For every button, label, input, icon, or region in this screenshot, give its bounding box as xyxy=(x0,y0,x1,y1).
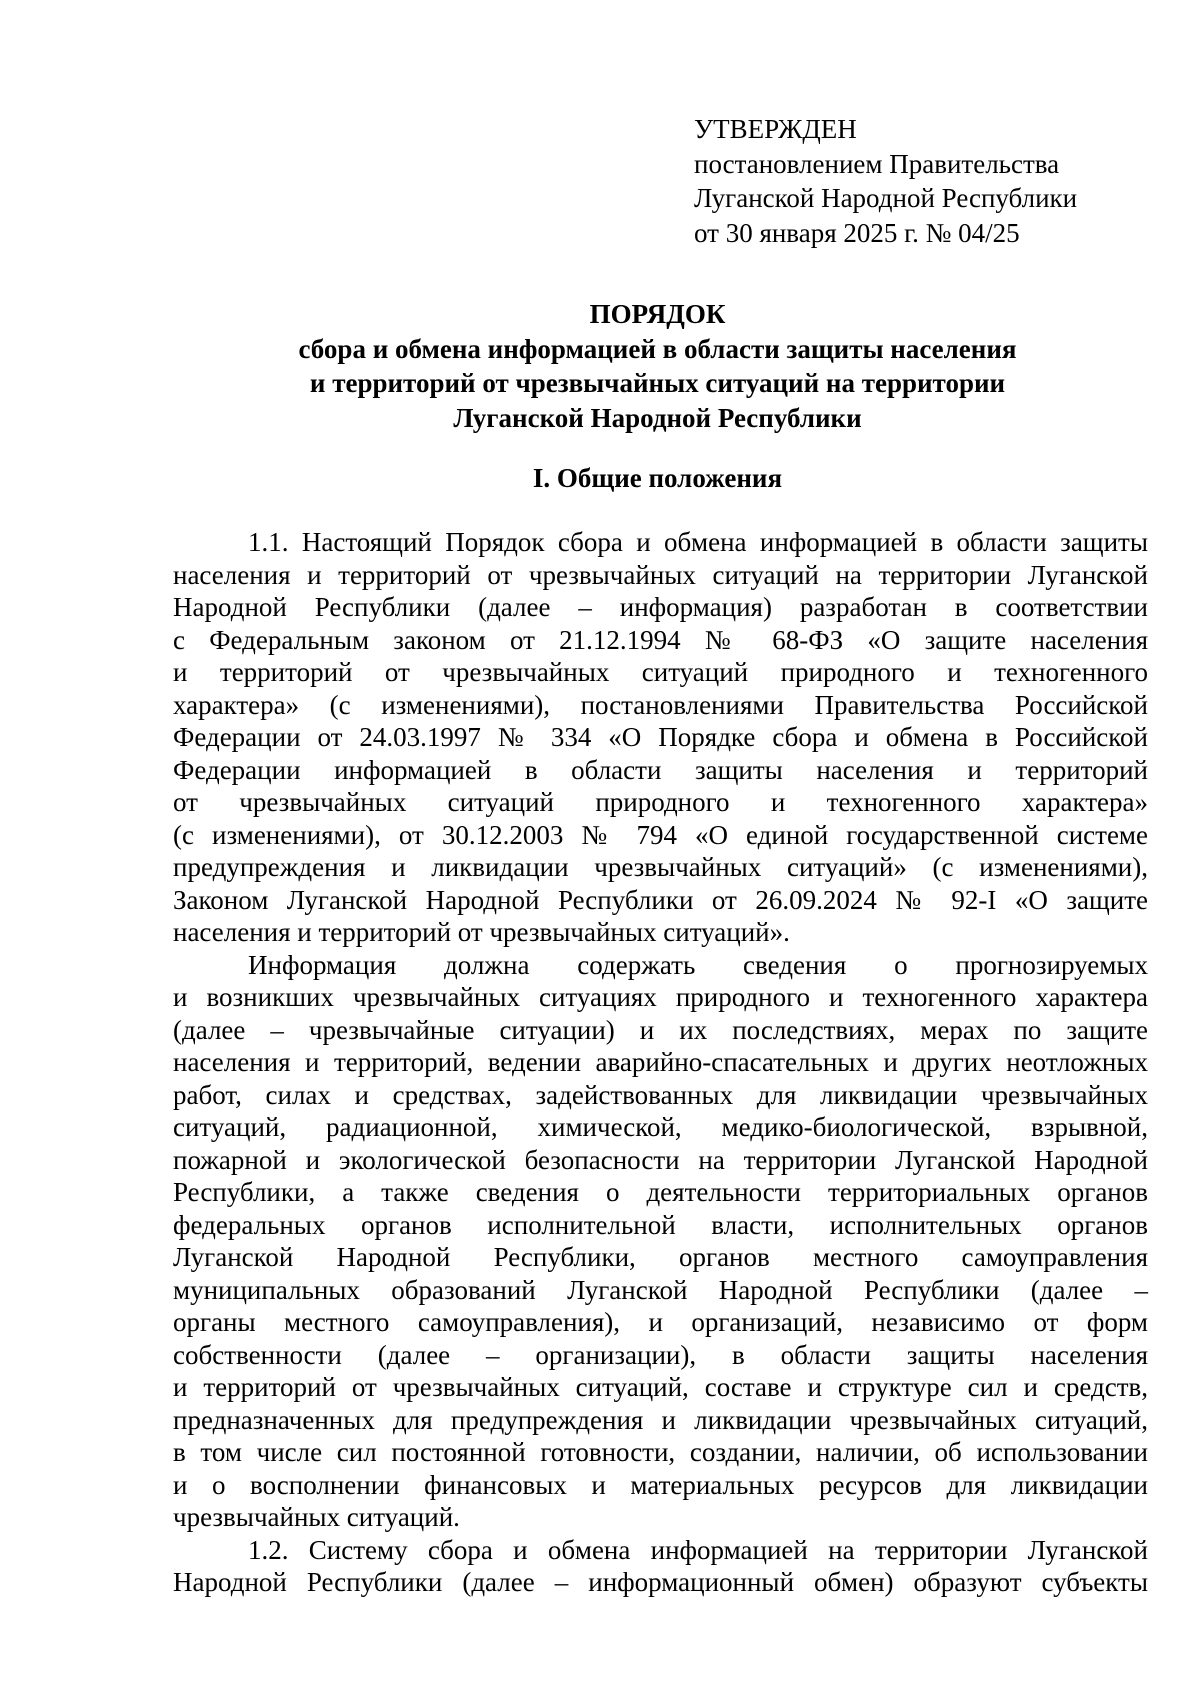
approval-stamp xyxy=(694,112,1154,250)
text-line: федеральных органов исполнительной власти, исполнительных органов xyxy=(173,1209,1148,1240)
text-line: населения и территорий от чрезвычайных ситуаций на территории Луганской xyxy=(173,559,1148,590)
text-line: характера» (с изменениями), постановлениями Правительства Российской xyxy=(173,689,1148,720)
text-line: Федерации информацией в области защиты населения и территорий xyxy=(173,754,1148,785)
text-line: предупреждения и ликвидации чрезвычайных ситуаций» (с изменениями), xyxy=(173,852,1148,882)
approval-line: от 30 января 2025 г. № 04/25 xyxy=(694,217,1020,248)
text-line: ситуаций, радиационной, химической, медико-биологической, взрывной, xyxy=(173,1112,1148,1142)
text-line: 1.1. Настоящий Порядок сбора и обмена информацией в области защиты xyxy=(248,527,1148,557)
text-line: Информация должна содержать сведения о прогнозируемых xyxy=(248,949,1148,980)
text-line: муниципальных образований Луганской Народной Республики (далее – xyxy=(173,1274,1148,1305)
text-line: 1.2. Систему сбора и обмена информацией на территории Луганской xyxy=(248,1534,1148,1565)
text-line: и территорий от чрезвычайных ситуаций природного и техногенного xyxy=(173,657,1148,687)
text-line: (с изменениями), от 30.12.2003 № 794 «О единой государственной системе xyxy=(173,819,1148,850)
text-line: работ, силах и средствах, задействованных для ликвидации чрезвычайных xyxy=(173,1079,1148,1110)
text-line: собственности (далее – организации), в области защиты населения xyxy=(173,1339,1148,1370)
section-heading: I. Общие положения xyxy=(532,463,783,493)
title-line: и территорий от чрезвычайных ситуаций на территории xyxy=(309,368,1006,398)
text-line: предназначенных для предупреждения и ликвидации чрезвычайных ситуаций, xyxy=(173,1404,1148,1435)
title-line: Луганской Народной Республики xyxy=(453,402,862,433)
text-line: и о восполнении финансовых и материальных ресурсов для ликвидации xyxy=(173,1469,1148,1500)
text-line: и возникших чрезвычайных ситуациях природного и техногенного характера xyxy=(173,982,1148,1012)
document-title xyxy=(170,297,1145,435)
title-line: ПОРЯДОК xyxy=(589,299,726,329)
text-line: и территорий от чрезвычайных ситуаций, составе и структуре сил и средств, xyxy=(173,1372,1148,1402)
approval-line: постановлением Правительства xyxy=(694,148,1060,179)
text-line: чрезвычайных ситуаций. xyxy=(173,1502,460,1532)
approval-line: УТВЕРЖДЕН xyxy=(694,114,857,144)
text-line: (далее – чрезвычайные ситуации) и их последствиях, мерах по защите xyxy=(173,1014,1148,1045)
paragraph-1-1 xyxy=(173,526,1148,949)
text-line: пожарной и экологической безопасности на территории Луганской Народной xyxy=(173,1144,1148,1175)
text-line: населения и территорий от чрезвычайных ситуаций». xyxy=(173,917,790,947)
text-line: с Федеральным законом от 21.12.1994 № 68-ФЗ «О защите населения xyxy=(173,624,1148,655)
title-line: сбора и обмена информацией в области защиты населения xyxy=(298,333,1017,364)
text-line: Республики, а также сведения о деятельности территориальных органов xyxy=(173,1177,1148,1207)
text-line: органы местного самоуправления), и организаций, независимо от форм xyxy=(173,1307,1148,1337)
text-line: Луганской Народной Республики, органов местного самоуправления xyxy=(173,1242,1148,1272)
text-line: Законом Луганской Народной Республики от 26.09.2024 № 92-I «О защите xyxy=(173,884,1148,915)
text-line: Народной Республики (далее – информационный обмен) образуют субъекты xyxy=(173,1567,1148,1597)
text-line: населения и территорий, ведении аварийно-спасательных и других неотложных xyxy=(173,1047,1148,1077)
text-line: Народной Республики (далее – информация) разработан в соответствии xyxy=(173,592,1148,622)
paragraph-1-2 xyxy=(173,1534,1148,1599)
text-line: от чрезвычайных ситуаций природного и техногенного характера» xyxy=(173,787,1148,817)
paragraph-information xyxy=(173,949,1148,1534)
document-body xyxy=(173,526,1148,1599)
text-line: в том числе сил постоянной готовности, создании, наличии, об использовании xyxy=(173,1437,1148,1467)
approval-line: Луганской Народной Республики xyxy=(694,183,1078,213)
text-line: Федерации от 24.03.1997 № 334 «О Порядке сбора и обмена в Российской xyxy=(173,722,1148,752)
